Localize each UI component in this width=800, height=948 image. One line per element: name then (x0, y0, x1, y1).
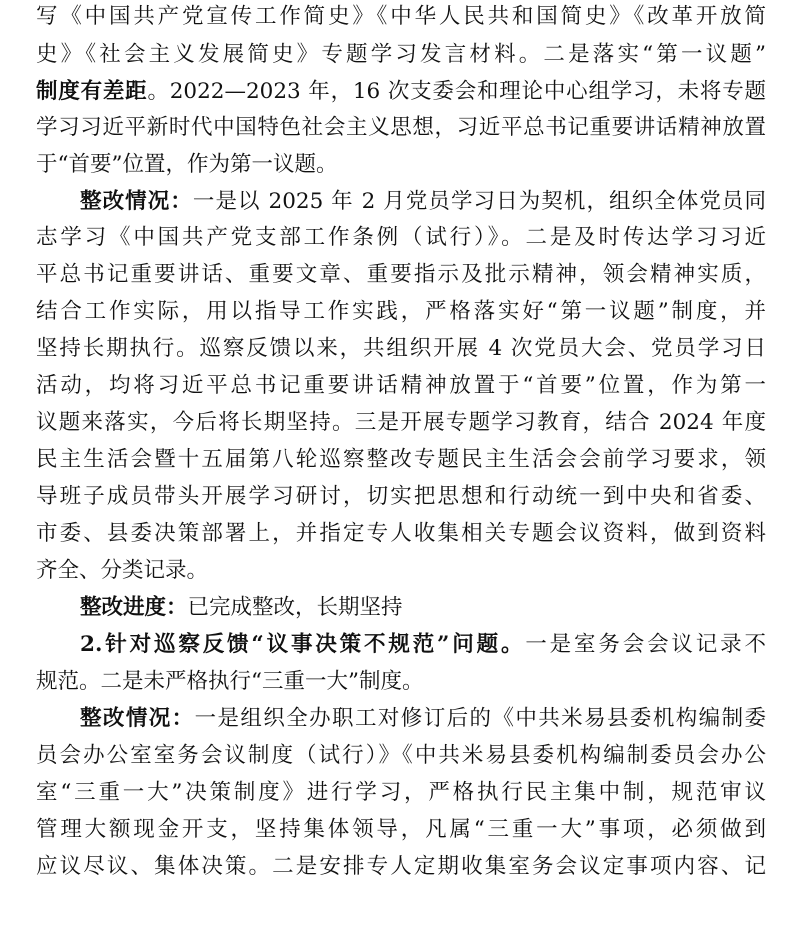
text-span: 一是以 2025 年 2 月党员学习日为契机，组织全体党员同 (192, 189, 766, 214)
section-heading: 整改情况： (80, 189, 193, 214)
text-line: 市委、县委决策部署上，并指定专人收集相关专题会议资料，做到资料 (36, 521, 766, 546)
text-line: 学习习近平新时代中国特色社会主义思想，习近平总书记重要讲话精神放置 (36, 115, 766, 140)
bold-phrase: 制度有差距 (36, 79, 148, 104)
text-line (80, 630, 766, 660)
text-line: 应议尽议、集体决策。二是安排专人定期收集室务会议定事项内容、记 (36, 854, 766, 879)
text-line (80, 593, 403, 623)
text-line: 管理大额现金开支，坚持集体领导，凡属“三重一大”事项，必须做到 (36, 817, 766, 842)
text-line: 写《中国共产党宣传工作简史》《中华人民共和国简史》《改革开放简 (36, 4, 766, 29)
text-span: 一是组织全办职工对修订后的《中共米易县委机构编制委 (194, 706, 766, 731)
section-heading: 整改进度： (80, 595, 188, 620)
item-heading: 2.针对巡察反馈“议事决策不规范”问题。 (80, 632, 526, 657)
text-line: 规范。二是未严格执行“三重一大”制度。 (36, 669, 424, 694)
text-line: 员会办公室室务会议制度（试行）》《中共米易县委机构编制委员会办公 (36, 743, 766, 768)
text-line: 民主生活会暨十五届第八轮巡察整改专题民主生活会会前学习要求，领 (36, 447, 766, 472)
text-line: 于“首要”位置，作为第一议题。 (36, 152, 338, 177)
text-line (80, 187, 766, 217)
text-line: 志学习《中国共产党支部工作条例（试行）》。二是及时传达学习习近 (36, 225, 766, 250)
text-line: 史》《社会主义发展简史》专题学习发言材料。二是落实“第一议题” (36, 42, 766, 67)
section-heading: 整改情况： (80, 706, 195, 731)
text-span: 已完成整改，长期坚持 (187, 595, 403, 620)
text-line: 坚持长期执行。巡察反馈以来，共组织开展 4 次党员大会、党员学习日 (36, 336, 766, 361)
text-line: 平总书记重要讲话、重要文章、重要指示及批示精神，领会精神实质， (36, 262, 766, 287)
text-line (36, 77, 766, 107)
text-line: 活动，均将习近平总书记重要讲话精神放置于“首要”位置，作为第一 (36, 373, 766, 398)
text-line: 结合工作实际，用以指导工作实践，严格落实好“第一议题”制度，并 (36, 299, 766, 324)
text-span: 一是室务会会议记录不 (525, 632, 766, 657)
text-line: 导班子成员带头开展学习研讨，切实把思想和行动统一到中央和省委、 (36, 484, 766, 509)
text-line: 室“三重一大”决策制度》进行学习，严格执行民主集中制，规范审议 (36, 780, 766, 805)
text-span: 。2022—2023 年，16 次支委会和理论中心组学习，未将专题 (147, 79, 766, 104)
text-line: 齐全、分类记录。 (36, 558, 209, 583)
text-line: 议题来落实，今后将长期坚持。三是开展专题学习教育，结合 2024 年度 (36, 410, 766, 435)
text-line (80, 704, 766, 734)
